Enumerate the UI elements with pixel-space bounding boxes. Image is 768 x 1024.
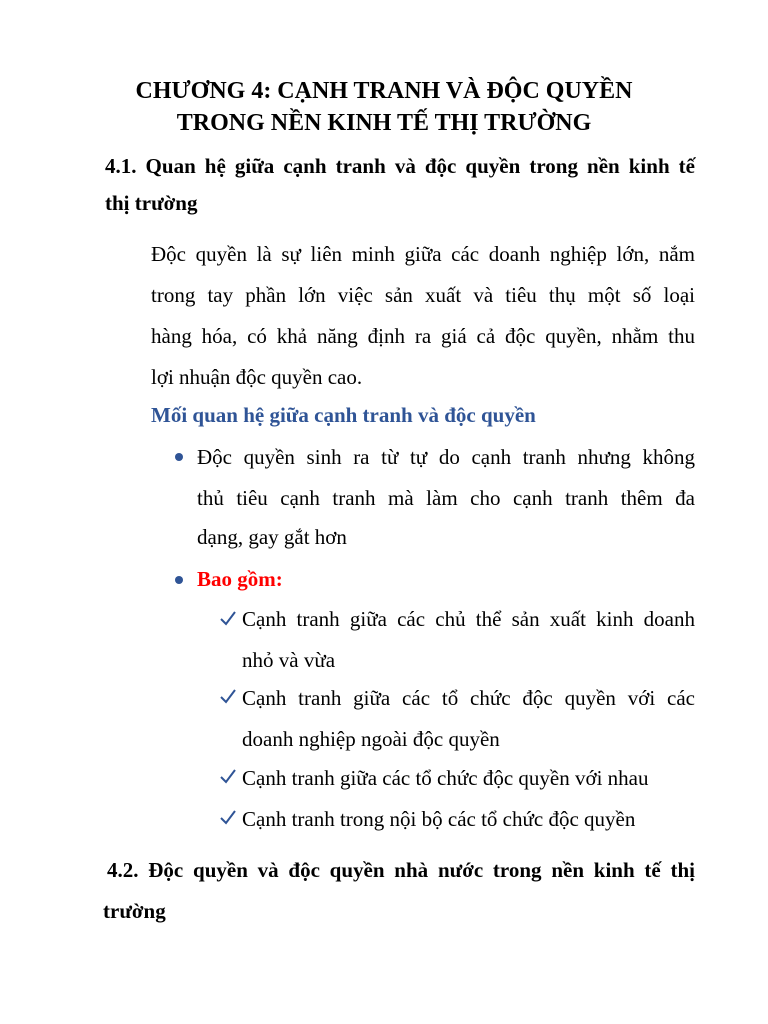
check-item-1-line-2: nhỏ và vừa [242, 648, 336, 672]
bullet-dot-icon [175, 453, 183, 461]
checkmark-icon [219, 767, 237, 785]
section-4-2-heading-line-1: 4.2. Độc quyền và độc quyền nhà nước trong nền kinh tế thị [107, 858, 695, 882]
section-4-1-heading-line-2: thị trường [105, 191, 198, 215]
section-4-2-heading-line-2: trường [103, 899, 166, 923]
bullet-1-line-3: dạng, gay gắt hơn [197, 525, 347, 549]
check-item-2-line-2: doanh nghiệp ngoài độc quyền [242, 727, 500, 751]
definition-line-4: lợi nhuận độc quyền cao. [151, 365, 363, 389]
includes-label: Bao gồm: [197, 567, 283, 591]
checkmark-icon [219, 609, 237, 627]
chapter-title-line-1: CHƯƠNG 4: CẠNH TRANH VÀ ĐỘC QUYỀN [135, 78, 633, 104]
check-item-1-line-1: Cạnh tranh giữa các chủ thể sản xuất kinh doanh [242, 607, 695, 631]
check-item-3-line-1: Cạnh tranh giữa các tổ chức độc quyền với nhau [242, 766, 649, 790]
bullet-1-line-1: Độc quyền sinh ra từ tự do cạnh tranh nhưng không [197, 445, 695, 469]
check-item-4-line-1: Cạnh tranh trong nội bộ các tổ chức độc quyền [242, 807, 636, 831]
definition-line-1: Độc quyền là sự liên minh giữa các doanh nghiệp lớn, nắm [151, 242, 695, 266]
relationship-heading: Mối quan hệ giữa cạnh tranh và độc quyền [151, 403, 536, 427]
definition-line-2: trong tay phần lớn việc sản xuất và tiêu thụ một số loại [151, 283, 695, 307]
check-item-2-line-1: Cạnh tranh giữa các tổ chức độc quyền với các [242, 686, 695, 710]
bullet-1-line-2: thủ tiêu cạnh tranh mà làm cho cạnh tranh thêm đa [197, 486, 695, 510]
bullet-dot-icon [175, 576, 183, 584]
definition-line-3: hàng hóa, có khả năng định ra giá cả độc quyền, nhằm thu [151, 324, 695, 348]
checkmark-icon [219, 808, 237, 826]
section-4-1-heading-line-1: 4.1. Quan hệ giữa cạnh tranh và độc quyền trong nền kinh tế [105, 154, 695, 178]
checkmark-icon [219, 687, 237, 705]
chapter-title-line-2: TRONG NỀN KINH TẾ THỊ TRƯỜNG [176, 110, 592, 136]
